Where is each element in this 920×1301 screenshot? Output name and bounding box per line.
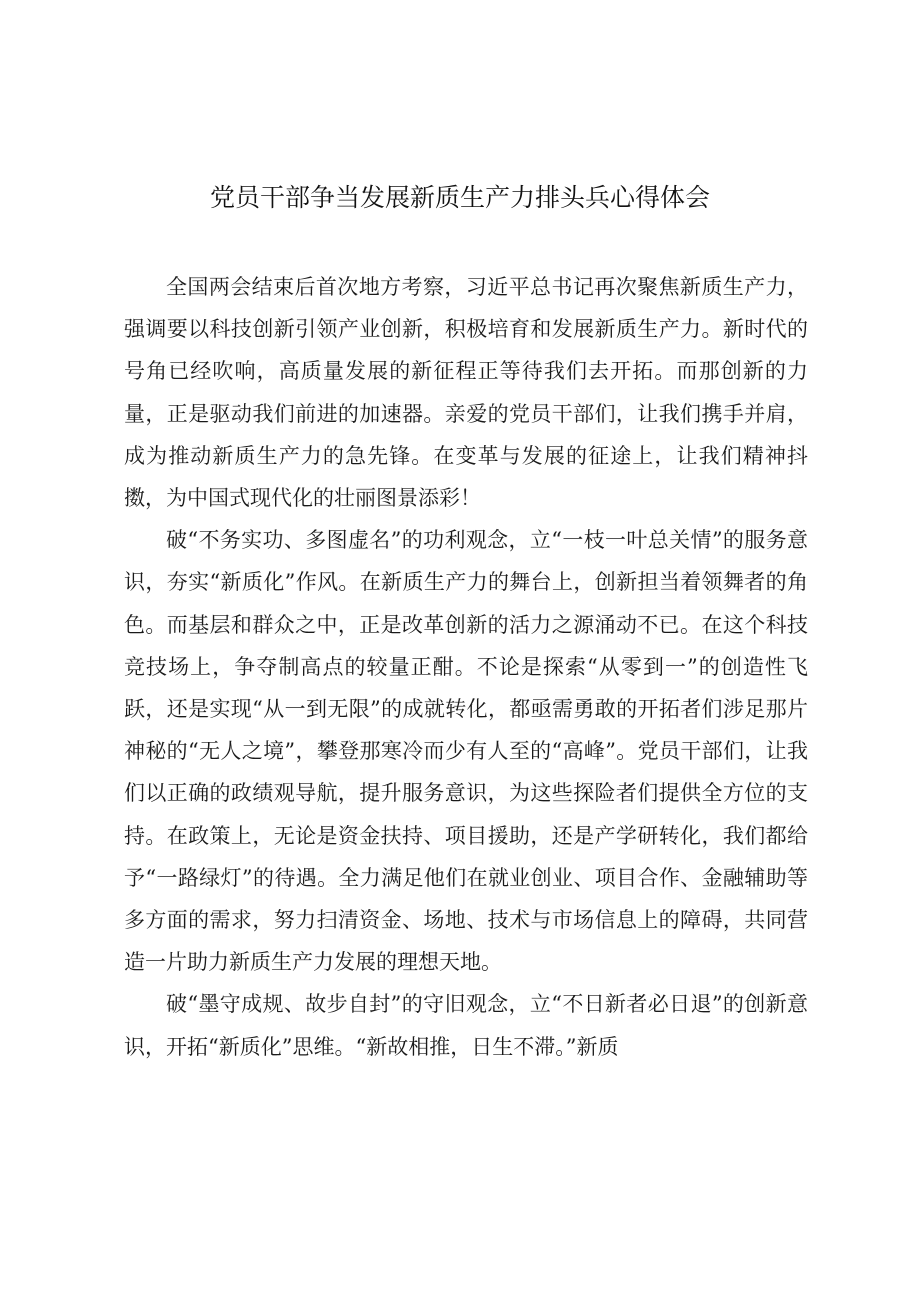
- document-body: [124, 266, 808, 1068]
- paragraph-3: 破“墨守成规、故步自封”的守旧观念，立“不日新者必日退”的创新意识，开拓“新质化”思维。“新故相推，日生不滞。”新质: [124, 992, 808, 1059]
- document-title: 党员干部争当发展新质生产力排头兵心得体会: [209, 183, 710, 212]
- paragraph-1: 全国两会结束后首次地方考察，习近平总书记再次聚焦新质生产力，强调要以科技创新引领产业创新，积极培育和发展新质生产力。新时代的号角已经吹响，高质量发展的新征程正等待我们去开拓。而那创新的力量，正是驱动我们前进的加速器。亲爱的党员干部们，让我们携手并肩，成为推动新质生产力的急先锋。在变革与发展的征途上，让我们精神抖擞，为中国式现代化的壮丽图景添彩！: [124, 275, 808, 511]
- paragraph-2: 破“不务实功、多图虚名”的功利观念，立“一枝一叶总关情”的服务意识，夯实“新质化”作风。在新质生产力的舞台上，创新担当着领舞者的角色。而基层和群众之中，正是改革创新的活力之源涌动不已。在这个科技竞技场上，争夺制高点的较量正酣。不论是探索“从零到一”的创造性飞跃，还是实现“从一到无限”的成就转化，都亟需勇敢的开拓者们涉足那片神秘的“无人之境”，攀登那寒冷而少有人至的“高峰”。党员干部们，让我们以正确的政绩观导航，提升服务意识，为这些探险者们提供全方位的支持。在政策上，无论是资金扶持、项目援助，还是产学研转化，我们都给予“一路绿灯”的待遇。全力满足他们在就业创业、项目合作、金融辅助等多方面的需求，努力扫清资金、场地、技术与市场信息上的障碍，共同营造一片助力新质生产力发展的理想天地。: [124, 528, 808, 975]
